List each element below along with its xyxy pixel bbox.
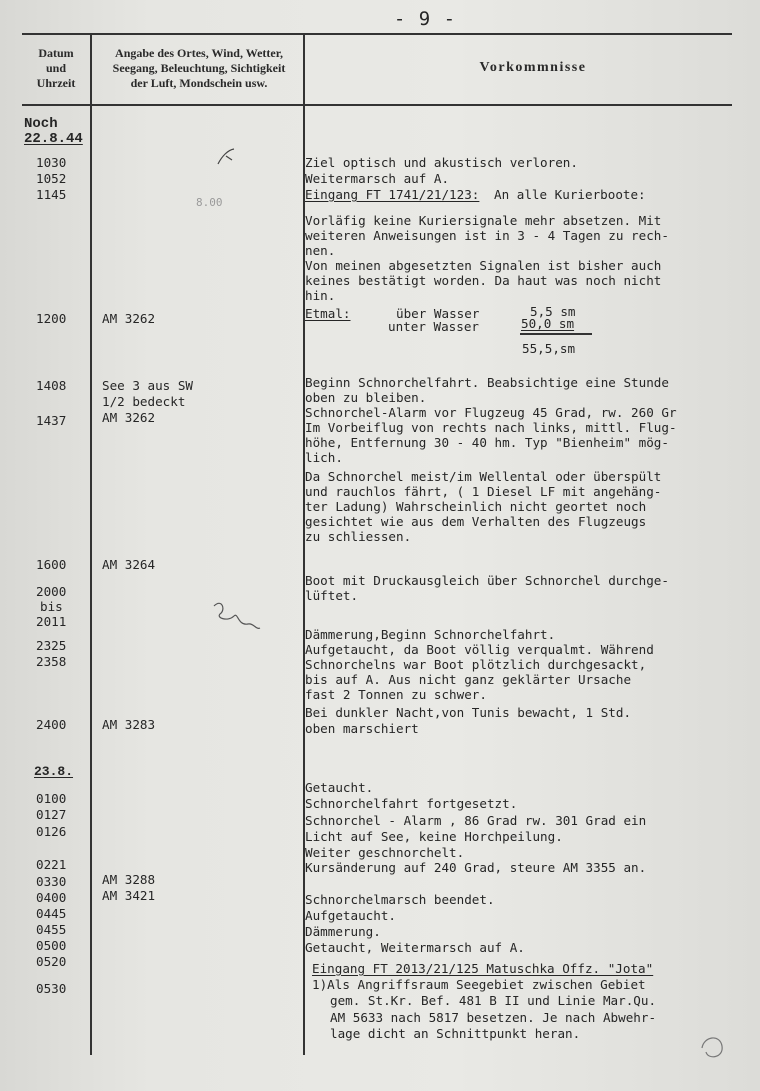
- entry-line: Boot mit Druckausgleich über Schnorchel durchge-: [305, 573, 669, 588]
- header-location-weather: Angabe des Ortes, Wind, Wetter, Seegang, Beleuchtung, Sichtigkeit der Luft, Mondschein usw.: [112, 46, 286, 90]
- entry-line: Ziel optisch und akustisch verloren.: [305, 155, 578, 170]
- time-0530: 0530: [36, 981, 67, 996]
- entry-line: Bei dunkler Nacht,von Tunis bewacht, 1 Std.: [305, 705, 632, 720]
- entry-line: Licht auf See, keine Horchpeilung.: [305, 829, 563, 844]
- entry-line: Vorläfig keine Kuriersignale mehr absetzen. Mit: [305, 213, 662, 228]
- pencil-mark-icon: [214, 146, 240, 168]
- time-2000: 2000: [36, 584, 67, 599]
- page-number: - 9 -: [393, 8, 457, 30]
- etmal-over-value: 5,5 sm: [530, 304, 576, 319]
- time-0100: 0100: [36, 791, 67, 806]
- time-2358: 2358: [36, 654, 67, 669]
- entry-line: zu schliessen.: [305, 529, 412, 544]
- time-1200: 1200: [36, 311, 67, 326]
- entry-line: Aufgetaucht.: [305, 908, 396, 923]
- date-noch: Noch: [24, 116, 58, 132]
- etmal-label: Etmal:: [305, 306, 351, 321]
- time-1052: 1052: [36, 171, 67, 186]
- time-bis: bis: [40, 599, 63, 614]
- entry-line: fast 2 Tonnen zu schwer.: [305, 687, 487, 702]
- entry-line: lich.: [305, 450, 343, 465]
- time-1408: 1408: [36, 378, 67, 393]
- date-23-8: 23.8.: [34, 764, 74, 779]
- entry-line: lüftet.: [305, 588, 359, 603]
- time-0445: 0445: [36, 906, 67, 921]
- entry-ft-reference: Eingang FT 1741/21/123:: [305, 187, 480, 202]
- place-am-3262-b: AM 3262: [102, 410, 156, 425]
- time-0400: 0400: [36, 890, 67, 905]
- entry-line: Dämmerung.: [305, 924, 381, 939]
- entry-line: nen.: [305, 243, 336, 258]
- place-am-3262: AM 3262: [102, 311, 156, 326]
- entry-line: Schnorchelns war Boot plötzlich durchgesackt,: [305, 657, 647, 672]
- etmal-total: 55,5,sm: [522, 341, 576, 356]
- entry-ft-reference-2: Eingang FT 2013/21/125 Matuschka Offz. "Jota": [312, 961, 654, 976]
- entry-line: Getaucht, Weitermarsch auf A.: [305, 940, 525, 955]
- time-0520: 0520: [36, 954, 67, 969]
- etmal-under-label: unter Wasser: [388, 319, 479, 334]
- entry-line: gem. St.Kr. Bef. 481 B II und Linie Mar.Qu.: [330, 993, 657, 1008]
- header-bottom-rule: [22, 104, 732, 106]
- entry-line: höhe, Entfernung 30 - 40 hm. Typ "Bienheim" mög-: [305, 435, 669, 450]
- entry-line: 1)Als Angriffsraum Seegebiet zwischen Gebiet: [312, 977, 646, 992]
- entry-line: Beginn Schnorchelfahrt. Beabsichtige eine Stunde: [305, 375, 669, 390]
- entry-line: ter Ladung) Wahrscheinlich nicht geortet noch: [305, 499, 647, 514]
- entry-line: Schnorchelmarsch beendet.: [305, 892, 495, 907]
- place-am-3421: AM 3421: [102, 888, 156, 903]
- margin-note: 8.00: [196, 196, 223, 209]
- entry-line: Getaucht.: [305, 780, 374, 795]
- entry-line: Schnorchel - Alarm , 86 Grad rw. 301 Grad ein: [305, 813, 647, 828]
- entry-line: Weitermarsch auf A.: [305, 171, 450, 186]
- weather-cloud: 1/2 bedeckt: [102, 394, 186, 409]
- entry-line: keines bestätigt worden. Da haut was noch nicht: [305, 273, 662, 288]
- entry-line: und rauchlos fährt, ( 1 Diesel LF mit angehäng-: [305, 484, 662, 499]
- place-am-3288: AM 3288: [102, 872, 156, 887]
- header-date-time: Datum und Uhrzeit: [36, 46, 76, 90]
- etmal-sum-line: [520, 333, 592, 335]
- entry-line: lage dicht an Schnittpunkt heran.: [330, 1026, 581, 1041]
- time-1030: 1030: [36, 155, 67, 170]
- scribble-mark-icon: [208, 596, 264, 636]
- entry-line: AM 5633 nach 5817 besetzen. Je nach Abwehr-: [330, 1010, 657, 1025]
- column-divider-1: [90, 35, 92, 1055]
- time-1145: 1145: [36, 187, 67, 202]
- etmal-over-label: über Wasser: [396, 306, 480, 321]
- time-1600: 1600: [36, 557, 67, 572]
- entry-line: oben zu bleiben.: [305, 390, 427, 405]
- weather-sea: See 3 aus SW: [102, 378, 193, 393]
- entry-line: Kursänderung auf 240 Grad, steure AM 3355 an.: [305, 860, 647, 875]
- entry-line: Schnorchel-Alarm vor Flugzeug 45 Grad, rw. 260 Gr: [305, 405, 677, 420]
- time-0330: 0330: [36, 874, 67, 889]
- time-0221: 0221: [36, 857, 67, 872]
- time-2325: 2325: [36, 638, 67, 653]
- entry-line: Da Schnorchel meist/im Wellental oder überspült: [305, 469, 662, 484]
- table-top-rule: [22, 33, 732, 35]
- entry-line: gesichtet wie aus dem Verhalten des Flugzeugs: [305, 514, 647, 529]
- entry-line: Aufgetaucht, da Boot völlig verqualmt. Während: [305, 642, 654, 657]
- time-2400: 2400: [36, 717, 67, 732]
- place-am-3283: AM 3283: [102, 717, 156, 732]
- entry-line: Im Vorbeiflug von rechts nach links, mittl. Flug-: [305, 420, 677, 435]
- entry-line: Weiter geschnorchelt.: [305, 845, 465, 860]
- header-events: Vorkommnisse: [479, 60, 587, 75]
- time-1437: 1437: [36, 413, 67, 428]
- place-am-3264: AM 3264: [102, 557, 156, 572]
- entry-line: weiteren Anweisungen ist in 3 - 4 Tagen zu rech-: [305, 228, 669, 243]
- entry-line: oben marschiert: [305, 721, 419, 736]
- scribble-mark-icon: [694, 1028, 734, 1064]
- entry-line: Schnorchelfahrt fortgesetzt.: [305, 796, 518, 811]
- time-0126: 0126: [36, 824, 67, 839]
- etmal-under-value: 50,0 sm: [521, 316, 575, 331]
- entry-line: Von meinen abgesetzten Signalen ist bisher auch: [305, 258, 662, 273]
- time-0500: 0500: [36, 938, 67, 953]
- time-0127: 0127: [36, 807, 67, 822]
- entry-line: bis auf A. Aus nicht ganz geklärter Ursache: [305, 672, 632, 687]
- entry-line: hin.: [305, 288, 336, 303]
- time-2011: 2011: [36, 614, 67, 629]
- time-0455: 0455: [36, 922, 67, 937]
- entry-line: An alle Kurierboote:: [494, 187, 646, 202]
- date-22-8-44: 22.8.44: [24, 131, 83, 147]
- entry-line: Dämmerung,Beginn Schnorchelfahrt.: [305, 627, 556, 642]
